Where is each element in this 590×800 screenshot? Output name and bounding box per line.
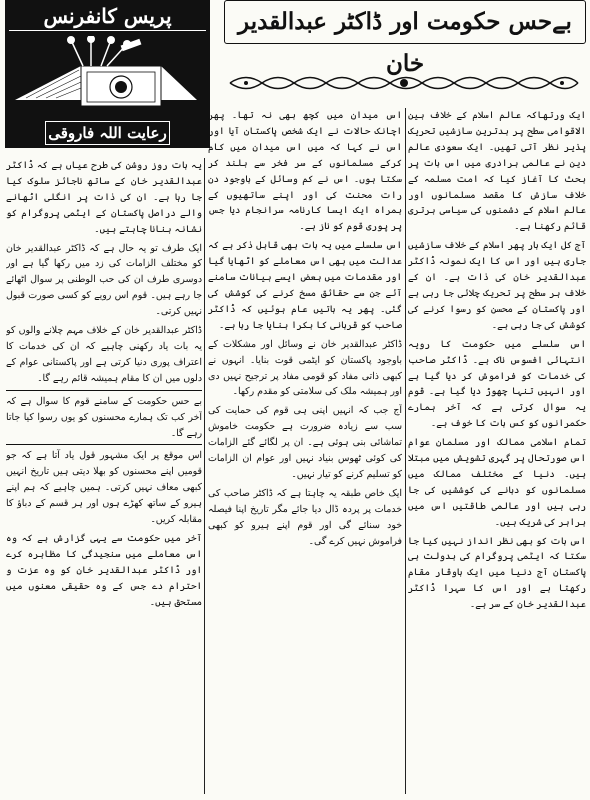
paragraph: اس موقع پر ایک مشہور قول یاد آتا ہے کہ جو قومیں اپنے محسنوں کو بھلا دیتی ہیں تاریخ انہیں کبھی معاف نہیں کرتی۔ ہمیں چاہیے کہ ہم اپنے ہیرو کے ساتھ کھڑے ہوں اور ہر قسم کے دباؤ کا مقابلہ کریں۔ <box>6 450 202 526</box>
paragraph: اس میدان میں کچھ بھی نہ تھا۔ پھر اچانک حالات نے ایک شخص پاکستان آیا اور اس نے کہا کہ میں اس میدان میں کام کرکے مسلمانوں کے سر فخر سے بلند کر سکتا ہوں۔ اس نے کم وسائل کے باوجود دن رات محنت کی اور اپنے ساتھیوں کے ہمراہ ایک ایسا کارنامہ سرانجام دیا جس پر پوری قوم کو ناز ہے۔ <box>208 110 402 233</box>
column-author: رعایت اللہ فاروقی <box>45 121 170 145</box>
paragraph: ڈاکٹر عبدالقدیر خان نے وسائل اور مشکلات کے باوجود پاکستان کو ایٹمی قوت بنایا۔ انہوں نے کبھی ذاتی مفاد کو قومی مفاد پر ترجیح نہیں دی اور ہمیشہ ملک کی سلامتی کو مقدم رکھا۔ <box>208 338 402 398</box>
article-headline: بےحس حکومت اور ڈاکٹر عبدالقدیر خان <box>224 0 586 44</box>
article-column-right <box>408 108 586 796</box>
paragraph: آخر میں حکومت سے یہی گزارش ہے کہ وہ اس معاملے میں سنجیدگی کا مظاہرہ کرے اور ڈاکٹر عبدالقدیر خان کو وہ عزت و احترام دے جس کے وہ حقیقی معنوں میں مستحق ہیں۔ <box>6 532 202 608</box>
logo-title: پریس کانفرنس <box>9 4 206 31</box>
column-rule <box>204 158 205 794</box>
column-logo <box>5 0 210 148</box>
paragraph: ایک طرف تو یہ حال ہے کہ ڈاکٹر عبدالقدیر خان کو مختلف الزامات کی زد میں رکھا گیا ہے اور دوسری طرف ان کی حب الوطنی پر سوال اٹھائے جا رہے ہیں۔ قوم اس رویے کو کسی صورت قبول نہیں کرتی۔ <box>6 242 202 318</box>
paragraph: ایک خاص طبقہ یہ چاہتا ہے کہ ڈاکٹر صاحب کی خدمات پر پردہ ڈال دیا جائے مگر تاریخ اپنا فیصلہ خود سنائے گی اور قوم اپنے ہیرو کو کبھی فراموش نہیں کرے گی۔ <box>208 487 402 547</box>
paragraph: ڈاکٹر عبدالقدیر خان کے خلاف مہم چلانے والوں کو یہ بات یاد رکھنی چاہیے کہ ان کی خدمات کا اعتراف پوری دنیا کرتی ہے اور پاکستانی عوام کے دلوں میں ان کا مقام ہمیشہ قائم رہے گا۔ <box>6 325 202 384</box>
article-column-left <box>6 158 202 796</box>
paragraph: تمام اسلامی ممالک اور مسلمان عوام اس صورتحال پر گہری تشویش میں مبتلا ہیں۔ دنیا کے مختلف ممالک میں مسلمانوں کو دبانے کی کوششیں کی جا رہی ہیں اور عالمی طاقتیں اس میں برابر کی شریک ہیں۔ <box>408 437 586 528</box>
pull-quote: بے حس حکومت کے سامنے قوم کا سوال ہے کہ آخر کب تک ہمارے محسنوں کو یوں رسوا کیا جاتا رہے گا۔ <box>6 390 202 446</box>
ornament-divider <box>226 72 582 94</box>
paragraph: یہ بات روز روشن کی طرح عیاں ہے کہ ڈاکٹر عبدالقدیر خان کے ساتھ ناجائز سلوک کیا جا رہا ہے۔ ان کی ذات پر انگلی اٹھانے والے دراصل پاکستان کے ایٹمی پروگرام کو نشانہ بنانا چاہتے ہیں۔ <box>6 160 202 235</box>
column-rule <box>405 108 406 794</box>
paragraph: اس بات کو بھی نظر انداز نہیں کیا جا سکتا کہ ایٹمی پروگرام کی بدولت ہی پاکستان آج دنیا میں ایک باوقار مقام رکھتا ہے اور اس کا سہرا ڈاکٹر عبدالقدیر خان کے سر ہے۔ <box>408 535 586 611</box>
press-conference-illustration <box>11 36 204 110</box>
paragraph: آج جب کہ انہیں اپنی ہی قوم کی حمایت کی سب سے زیادہ ضرورت ہے حکومت خاموش تماشائی بنی ہوئی ہے۔ ان پر لگائے گئے الزامات کی کوئی ٹھوس بنیاد نہیں اور عوام ان الزامات کو تسلیم کرنے کو تیار نہیں۔ <box>208 405 402 480</box>
paragraph: آج کل ایک بار پھر اسلام کے خلاف سازشیں جاری ہیں اور اس کا ایک نمونہ ڈاکٹر عبدالقدیر خان کی ذات ہے۔ ان کے خلاف ہر سطح پر تحریک چلائی جا رہی ہے اور پاکستان کے محسن کو رسوا کرنے کی کوشش کی جا رہی ہے۔ <box>408 240 586 331</box>
paragraph: اس سلسلے میں یہ بات بھی قابل ذکر ہے کہ عدالت میں بھی اس معاملے کو اٹھایا گیا اور مقدمات میں بعض ایسے بیانات سامنے آئے جن سے حقائق مسخ کرنے کی کوشش کی گئی۔ پھر یہ باتیں عام ہوئیں کہ ڈاکٹر صاحب کو قربانی کا بکرا بنایا جا رہا ہے۔ <box>208 240 402 331</box>
paragraph: ایک ورتھاکہ عالم اسلام کے خلاف بین الاقوامی سطح پر بدترین سازشیں تحریک پذیر نظر آتی تھیں۔ ایک سعودی عالم دین نے عالمی برادری میں اس بات پر بحث کا آغاز کیا کہ امت مسلمہ کے خلاف سازش کا مقصد مسلمانوں اور عالم اسلام کے دشمنوں کی سیاسی برتری قائم رکھنا ہے۔ <box>408 110 586 233</box>
paragraph: اس سلسلے میں حکومت کا رویہ انتہائی افسوس ناک ہے۔ ڈاکٹر صاحب کی خدمات کو فراموش کر دیا گیا ہے اور انہیں تنہا چھوڑ دیا گیا ہے۔ قوم یہ سوال کرتی ہے کہ آخر ہمارے حکمرانوں کو کس بات کا خوف ہے۔ <box>408 338 586 430</box>
article-column-middle <box>208 108 402 796</box>
